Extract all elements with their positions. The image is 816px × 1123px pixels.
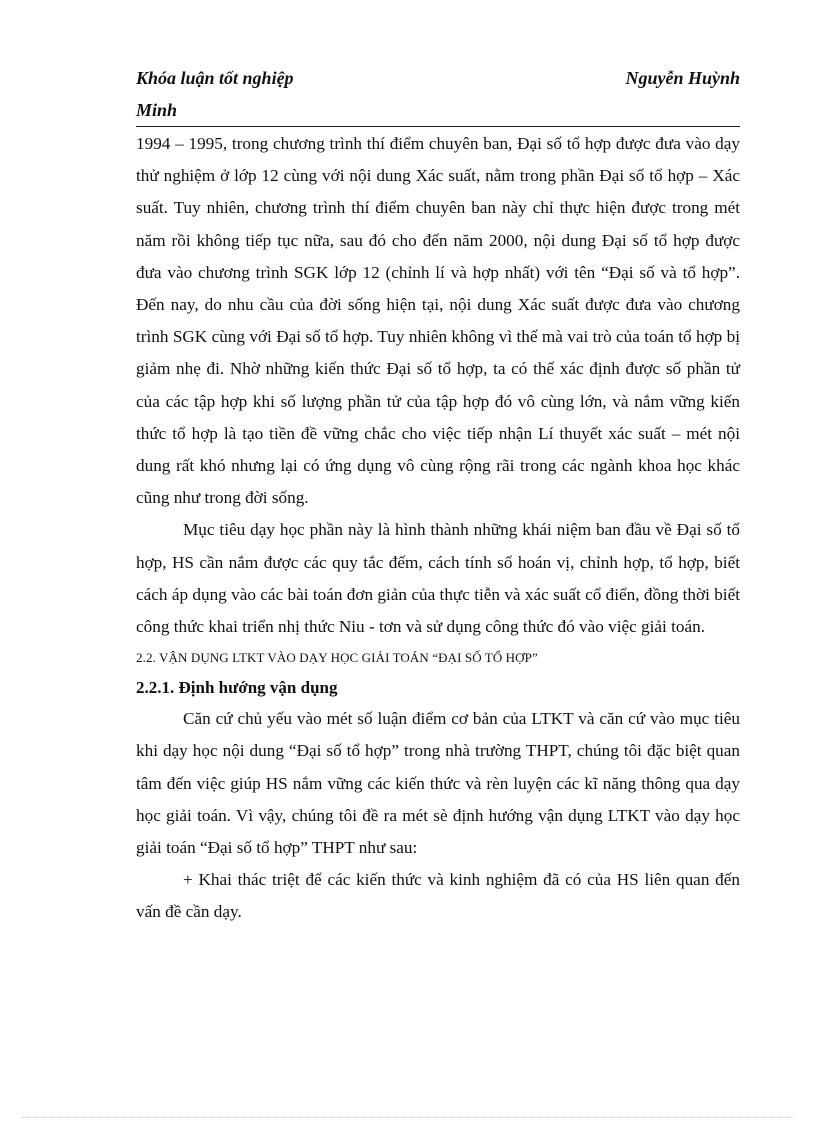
header-row (136, 62, 740, 94)
page-header (136, 62, 740, 126)
paragraph-objectives: Mục tiêu dạy học phần này là hình thành những khái niệm ban đầu về Đại số tổ hợp, HS cần nắm được các quy tắc đếm, cách tính số hoán vị, chỉnh hợp, tổ hợp, biết cách áp dụng vào các bài toán đơn giản của thực tiễn và xác suất cổ điển, đồng thời biết công thức khai triển nhị thức Niu - tơn và sử dụng công thức đó vào việc giải toán. (136, 520, 740, 637)
subsection-heading: 2.2.1. Định hướng vận dụng (136, 678, 338, 698)
paragraph-history: 1994 – 1995, trong chương trình thí điểm chuyên ban, Đại số tổ hợp được đưa vào dạy thử nghiệm ở lớp 12 cùng với nội dung Xác suất, nằm trong phần Đại số tổ hợp – Xác suất. Tuy nhiên, chương trình thí điểm chuyên ban này chỉ thực hiện được trong mét năm rồi không tiếp tục nữa, sau đó cho đến năm 2000, nội dung Đại số tổ hợp được đưa vào chương trình SGK lớp 12 (chỉnh lí và hợp nhất) với tên “Đại số và tổ hợp”. Đến nay, do nhu cầu của đời sống hiện tại, nội dung Xác suất được đưa vào chương trình SGK cùng với Đại số tổ hợp. Tuy nhiên không vì thế mà vai trò của toán tổ hợp bị giảm nhẹ đi. Nhờ những kiến thức Đại số tổ hợp, ta có thể xác định được số phần tử của các tập hợp khi số lượng phần tử của tập hợp đó vô cùng lớn, và nắm vững kiến thức tổ hợp là tạo tiền đề vững chắc cho việc tiếp nhận Lí thuyết xác suất – mét nội dung rất khó nhưng lại có ứng dụng vô cùng rộng rãi trong các ngành khoa học khác cũng như trong đời sống. (136, 134, 740, 508)
header-author-last: Minh (136, 100, 178, 120)
page-bottom-divider (22, 1117, 794, 1118)
header-author-first: Nguyễn Huỳnh (625, 68, 740, 88)
header-title: Khóa luận tốt nghiệp (136, 68, 294, 88)
header-rule (136, 126, 740, 127)
paragraph-bullet-1: + Khai thác triệt để các kiến thức và kinh nghiệm đã có của HS liên quan đến vấn đề cần dạy. (136, 870, 740, 922)
document-body (136, 128, 740, 929)
paragraph-orientation: Căn cứ chủ yếu vào mét số luận điểm cơ bản của LTKT và căn cứ vào mục tiêu khi dạy học nội dung “Đại số tổ hợp” trong nhà trường THPT, chúng tôi đặc biệt quan tâm đến việc giúp HS nắm vững các kiến thức và rèn luyện các kĩ năng thông qua dạy học giải toán. Vì vậy, chúng tôi đề ra mét sè định hướng vận dụng LTKT vào dạy học giải toán “Đại số tổ hợp” THPT như sau: (136, 709, 740, 858)
section-heading: 2.2. VẬN DỤNG LTKT VÀO DẠY HỌC GIẢI TOÁN “ĐẠI SỐ TỔ HỢP” (136, 650, 538, 666)
